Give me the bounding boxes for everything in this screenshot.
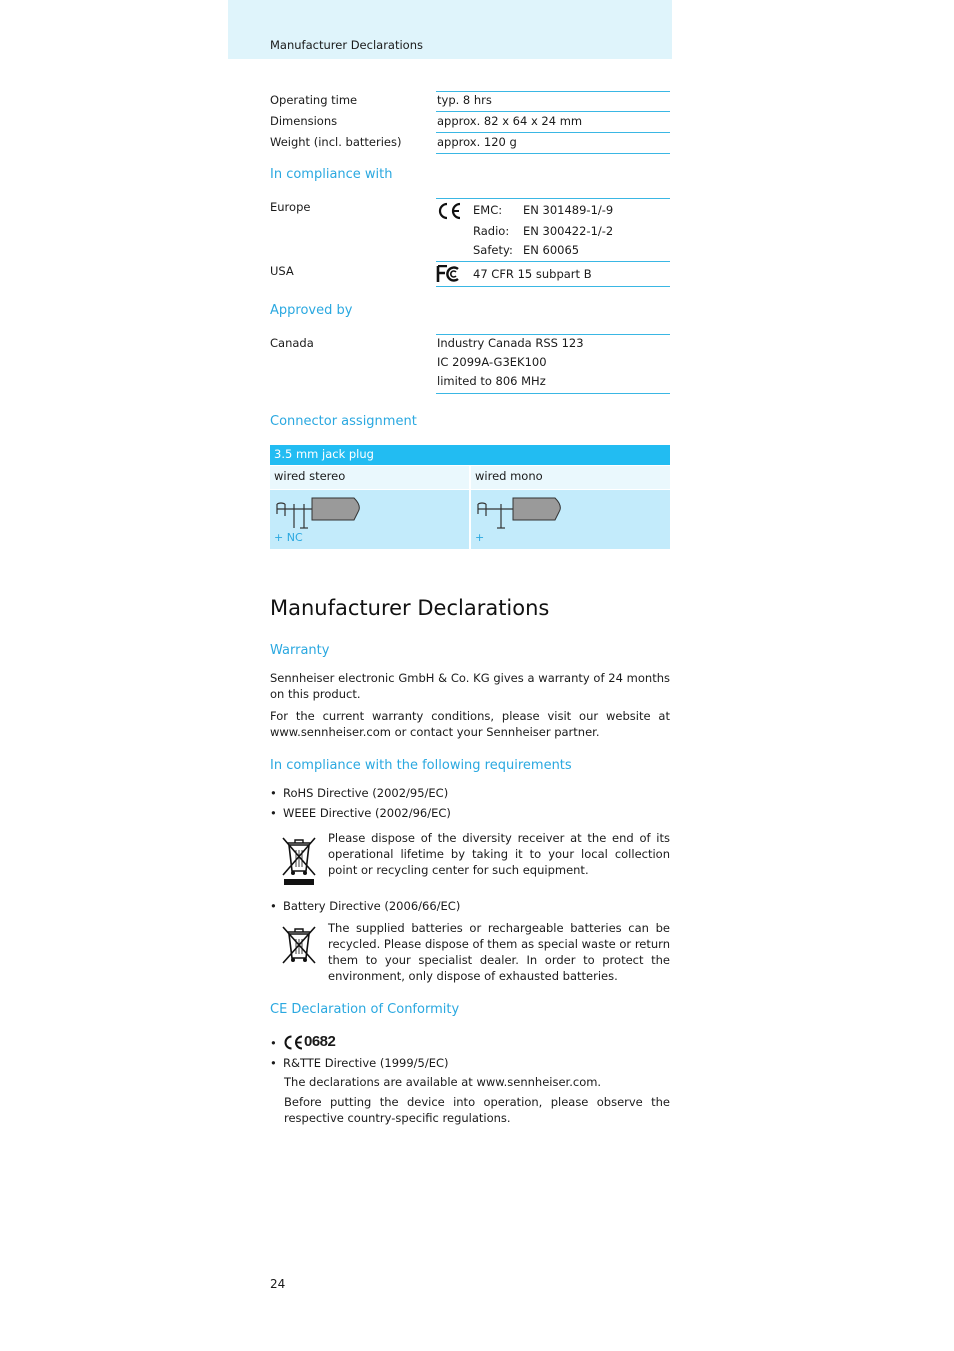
bullet-dot: • bbox=[270, 1036, 277, 1050]
requirements-heading: In compliance with the following requirements bbox=[270, 758, 572, 773]
ce-mark-icon bbox=[436, 202, 462, 220]
canada-line: Industry Canada RSS 123 bbox=[437, 336, 584, 350]
canada-line: IC 2099A-G3EK100 bbox=[437, 355, 547, 369]
usa-label: USA bbox=[270, 264, 294, 278]
connector-plug-mono bbox=[471, 490, 670, 549]
battery-paragraph: The supplied batteries or rechargeable batteries can be recycled. Please dispose of them as special waste or return them to your specialist dealer. In order to protect the environment, only dispose of exhausted batteries. bbox=[328, 921, 670, 983]
connector-table-header bbox=[270, 445, 670, 465]
connector-col-stereo bbox=[270, 466, 469, 489]
bullet-dot: • bbox=[270, 1056, 277, 1070]
spec-divider bbox=[436, 334, 670, 335]
rtte-paragraph: The declarations are available at www.sennheiser.com. bbox=[284, 1075, 602, 1089]
warranty-paragraph: Sennheiser electronic GmbH & Co. KG gives a warranty of 24 months on this product. bbox=[270, 671, 670, 701]
plug-pin-label-mono: + bbox=[475, 531, 485, 544]
connector-plug-stereo bbox=[270, 490, 469, 549]
spec-value: typ. 8 hrs bbox=[437, 93, 492, 107]
page-header bbox=[228, 0, 672, 59]
spec-divider bbox=[436, 286, 670, 287]
europe-label: Europe bbox=[270, 200, 311, 214]
connector-table-header-label: 3.5 mm jack plug bbox=[274, 447, 374, 461]
connector-heading: Connector assignment bbox=[270, 414, 417, 429]
europe-key: Radio: bbox=[473, 224, 510, 238]
rtte-paragraph: Before putting the device into operation, please observe the respective country-specific regulations. bbox=[284, 1095, 670, 1125]
warranty-heading: Warranty bbox=[270, 643, 330, 658]
europe-key: Safety: bbox=[473, 243, 513, 257]
plug-pin-label-stereo: + NC bbox=[274, 531, 303, 544]
spec-divider bbox=[436, 261, 670, 262]
fcc-logo-icon bbox=[436, 265, 462, 283]
weee-crossed-bin-icon bbox=[280, 833, 318, 887]
canada-line: limited to 806 MHz bbox=[437, 374, 546, 388]
connector-col-mono bbox=[471, 466, 670, 489]
jack-plug-mono-icon bbox=[473, 494, 565, 532]
spec-label: Operating time bbox=[270, 93, 358, 107]
header-section-title: Manufacturer Declarations bbox=[270, 38, 423, 52]
connector-col-stereo-label: wired stereo bbox=[274, 469, 346, 483]
spec-divider bbox=[436, 111, 670, 112]
usa-value: 47 CFR 15 subpart B bbox=[473, 267, 592, 281]
europe-value: EN 301489-1/-9 bbox=[523, 203, 614, 217]
spec-divider bbox=[436, 91, 670, 92]
bullet-dot: • bbox=[270, 899, 277, 913]
weee-paragraph: Please dispose of the diversity receiver at the end of its operational lifetime by taking it to your local collection point or recycling center for such equipment. bbox=[328, 831, 670, 877]
list-item-text: Battery Directive (2006/66/EC) bbox=[283, 899, 461, 913]
spec-value: approx. 82 x 64 x 24 mm bbox=[437, 114, 583, 128]
page-title: Manufacturer Declarations bbox=[270, 596, 550, 620]
list-item-text: RoHS Directive (2002/95/EC) bbox=[283, 786, 449, 800]
spec-divider bbox=[436, 198, 670, 199]
europe-value: EN 60065 bbox=[523, 243, 580, 257]
ce-notified-body-number: 0682 bbox=[304, 1033, 336, 1050]
warranty-paragraph: For the current warranty conditions, please visit our website at www.sennheiser.com or contact your Sennheiser partner. bbox=[270, 709, 670, 739]
spec-label: Weight (incl. batteries) bbox=[270, 135, 402, 149]
spec-value: approx. 120 g bbox=[437, 135, 517, 149]
battery-crossed-bin-icon bbox=[280, 924, 318, 966]
europe-value: EN 300422-1/-2 bbox=[523, 224, 614, 238]
spec-label: Dimensions bbox=[270, 114, 338, 128]
jack-plug-stereo-icon bbox=[272, 494, 364, 532]
ce-declaration-heading: CE Declaration of Conformity bbox=[270, 1002, 460, 1017]
connector-col-mono-label: wired mono bbox=[475, 469, 543, 483]
spec-divider bbox=[436, 393, 670, 394]
compliance-heading: In compliance with bbox=[270, 167, 393, 182]
canada-label: Canada bbox=[270, 336, 314, 350]
list-item-text: WEEE Directive (2002/96/EC) bbox=[283, 806, 451, 820]
page-number: 24 bbox=[270, 1277, 286, 1291]
ce-mark-icon bbox=[283, 1035, 303, 1050]
spec-divider bbox=[436, 153, 670, 154]
bullet-dot: • bbox=[270, 806, 277, 820]
approved-heading: Approved by bbox=[270, 303, 353, 318]
spec-divider bbox=[436, 132, 670, 133]
bullet-dot: • bbox=[270, 786, 277, 800]
list-item-text: R&TTE Directive (1999/5/EC) bbox=[283, 1056, 449, 1070]
europe-key: EMC: bbox=[473, 203, 503, 217]
